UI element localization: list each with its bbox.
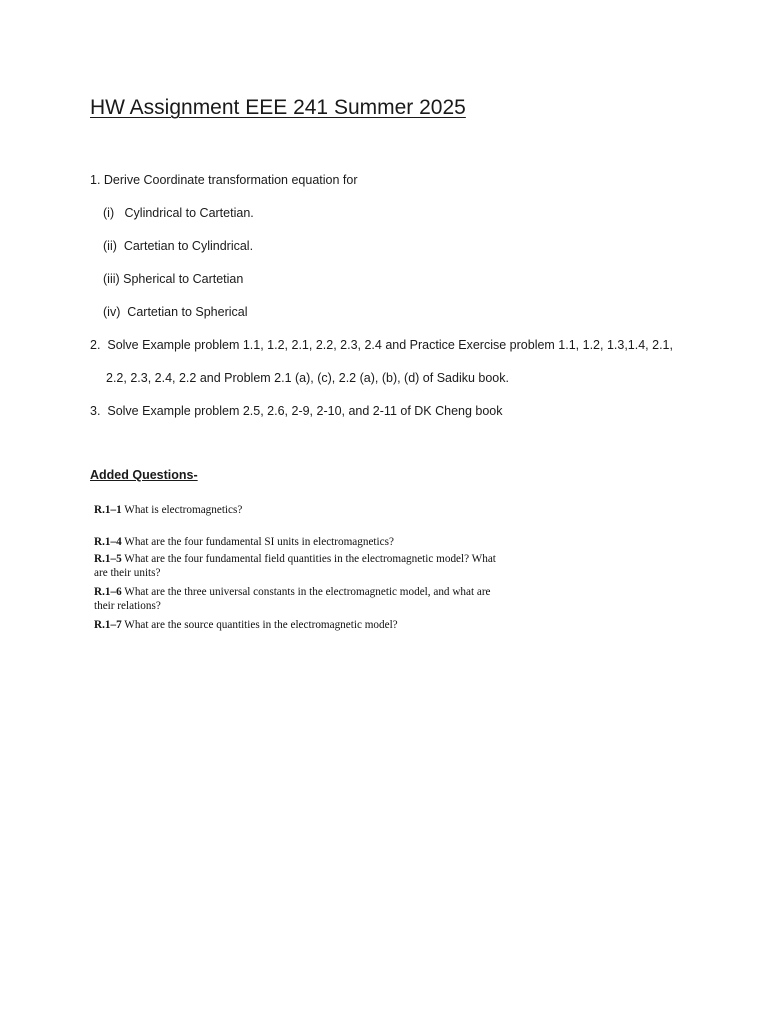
- added-question-r1-4: [94, 535, 394, 549]
- question-text: What are the four fundamental SI units in electromagnetics?: [124, 536, 394, 548]
- question-2-line-2: 2.2, 2.3, 2.4, 2.2 and Problem 2.1 (a), (c), 2.2 (a), (b), (d) of Sadiku book.: [106, 371, 509, 385]
- question-2-line-1: 2. Solve Example problem 1.1, 1.2, 2.1, 2.2, 2.3, 2.4 and Practice Exercise problem 1.1, 1.2, 1.3,1.4, 2.1,: [90, 338, 673, 352]
- question-1-item-ii: (ii) Cartetian to Cylindrical.: [103, 239, 254, 253]
- added-question-r1-7: [94, 618, 398, 632]
- question-number: R.1–6: [94, 586, 122, 598]
- added-questions-heading: Added Questions-: [90, 468, 198, 482]
- question-1-item-iii: (iii) Spherical to Cartetian: [103, 272, 244, 286]
- question-number: R.1–5: [94, 553, 122, 565]
- added-question-r1-1: [94, 503, 242, 517]
- question-text: What is electromagnetics?: [124, 504, 243, 516]
- question-1-item-i: (i) Cylindrical to Cartetian.: [103, 206, 254, 220]
- question-text: What are the three universal constants in the electromagnetic model, and what are: [124, 586, 491, 598]
- question-3-text: 3. Solve Example problem 2.5, 2.6, 2-9, 2-10, and 2-11 of DK Cheng book: [90, 404, 503, 418]
- question-text: What are the four fundamental field quantities in the electromagnetic model? What: [124, 553, 496, 565]
- added-question-r1-6: [94, 585, 491, 613]
- question-text-continued: are their units?: [94, 567, 161, 579]
- question-number: R.1–7: [94, 619, 122, 631]
- question-number: R.1–1: [94, 504, 122, 516]
- question-1-text: 1. Derive Coordinate transformation equation for: [90, 173, 358, 187]
- question-text-continued: their relations?: [94, 600, 161, 612]
- question-1-item-iv: (iv) Cartetian to Spherical: [103, 305, 248, 319]
- question-number: R.1–4: [94, 536, 122, 548]
- added-question-r1-5: [94, 552, 496, 580]
- page-title: HW Assignment EEE 241 Summer 2025: [90, 96, 466, 119]
- question-text: What are the source quantities in the electromagnetic model?: [124, 619, 398, 631]
